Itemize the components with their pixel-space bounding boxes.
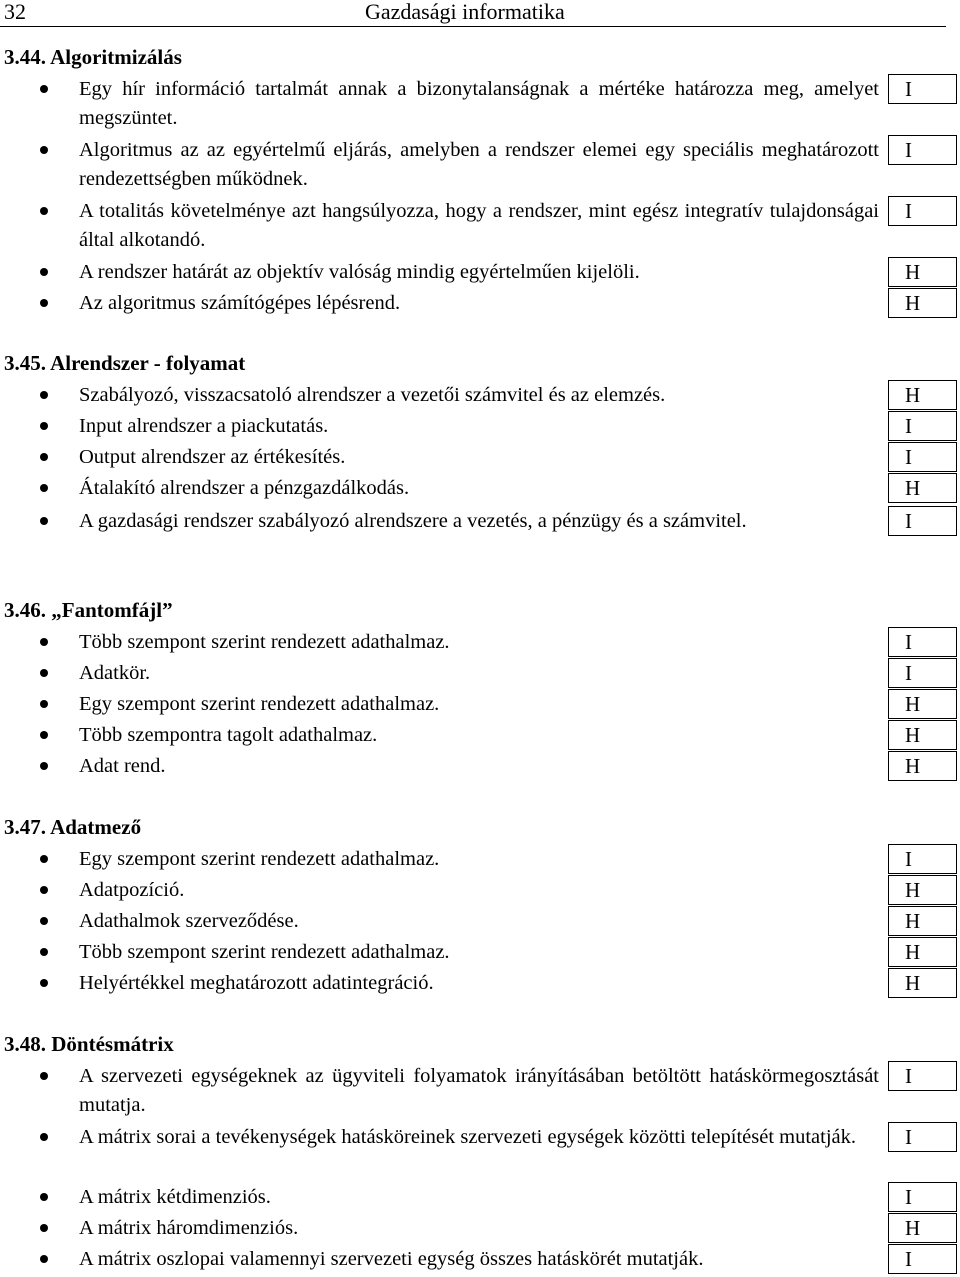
bullet-icon xyxy=(40,886,48,894)
bullet-icon xyxy=(40,700,48,708)
answer-box: I xyxy=(888,844,957,874)
bullet-icon xyxy=(40,1255,48,1263)
answer-box: H xyxy=(888,875,957,905)
item-text: Output alrendszer az értékesítés. xyxy=(79,446,346,468)
bullet-icon xyxy=(40,85,48,93)
bullet-icon xyxy=(40,731,48,739)
bullet-icon xyxy=(40,268,48,276)
bullet-icon xyxy=(40,422,48,430)
section-heading: 3.46. „Fantomfájl” xyxy=(4,598,173,622)
item-text: Adatpozíció. xyxy=(79,879,185,901)
item-text: Egy szempont szerint rendezett adathalmaz. xyxy=(79,693,440,715)
item-text: A mátrix oszlopai valamennyi szervezeti egység összes hatáskörét mutatják. xyxy=(79,1248,704,1270)
bullet-icon xyxy=(40,917,48,925)
section-heading: 3.44. Algoritmizálás xyxy=(4,45,182,69)
item-text: A mátrix kétdimenziós. xyxy=(79,1186,271,1208)
answer-box: H xyxy=(888,473,957,503)
item-text: A mátrix háromdimenziós. xyxy=(79,1217,299,1239)
answer-box: I xyxy=(888,627,957,657)
answer-box: I xyxy=(888,442,957,472)
answer-box: H xyxy=(888,937,957,967)
answer-box: H xyxy=(888,751,957,781)
bullet-icon xyxy=(40,1133,48,1141)
bullet-icon xyxy=(40,1072,48,1080)
answer-box: I xyxy=(888,1182,957,1212)
item-text: Adathalmok szerveződése. xyxy=(79,910,299,932)
answer-box: H xyxy=(888,968,957,998)
answer-box: H xyxy=(888,689,957,719)
item-text: Helyértékkel meghatározott adatintegráció. xyxy=(79,972,434,994)
answer-box: H xyxy=(888,720,957,750)
answer-box: I xyxy=(888,196,957,226)
answer-box: I xyxy=(888,1122,957,1152)
answer-box: H xyxy=(888,906,957,936)
answer-box: I xyxy=(888,1061,957,1091)
bullet-icon xyxy=(40,1224,48,1232)
bullet-icon xyxy=(40,299,48,307)
bullet-icon xyxy=(40,484,48,492)
bullet-icon xyxy=(40,855,48,863)
section-heading: 3.48. Döntésmátrix xyxy=(4,1032,174,1056)
bullet-icon xyxy=(40,391,48,399)
bullet-icon xyxy=(40,453,48,461)
answer-box: H xyxy=(888,257,957,287)
item-text: Több szempontra tagolt adathalmaz. xyxy=(79,724,378,746)
item-text: Több szempont szerint rendezett adathalmaz. xyxy=(79,941,450,963)
item-text: Adat rend. xyxy=(79,755,166,777)
item-text: A mátrix sorai a tevékenységek hatásköreinek szervezeti egységek közötti telepítését mutatják. xyxy=(79,1126,856,1148)
item-text: Algoritmus az az egyértelmű eljárás, amelyben a rendszer elemei egy speciális meghatározott rendezettségben működnek. xyxy=(79,139,879,190)
answer-box: I xyxy=(888,135,957,165)
item-text: Adatkör. xyxy=(79,662,151,684)
section-heading: 3.45. Alrendszer - folyamat xyxy=(4,351,246,375)
bullet-icon xyxy=(40,146,48,154)
item-text: A gazdasági rendszer szabályozó alrendszere a vezetés, a pénzügy és a számvitel. xyxy=(79,510,747,532)
answer-box: I xyxy=(888,506,957,536)
bullet-icon xyxy=(40,762,48,770)
item-text: A totalitás követelménye azt hangsúlyozza, hogy a rendszer, mint egész integratív tulajdonságai által alkotandó. xyxy=(79,200,879,251)
answer-box: I xyxy=(888,1244,957,1274)
item-text: A rendszer határát az objektív valóság mindig egyértelműen kijelöli. xyxy=(79,261,640,283)
answer-box: H xyxy=(888,288,957,318)
item-text: Az algoritmus számítógépes lépésrend. xyxy=(79,292,401,314)
bullet-icon xyxy=(40,207,48,215)
item-text: Átalakító alrendszer a pénzgazdálkodás. xyxy=(79,477,410,499)
running-title: Gazdasági informatika xyxy=(365,0,565,24)
item-text: Egy szempont szerint rendezett adathalmaz. xyxy=(79,848,440,870)
item-text: Szabályozó, visszacsatoló alrendszer a vezetői számvitel és az elemzés. xyxy=(79,384,666,406)
answer-box: I xyxy=(888,74,957,104)
bullet-icon xyxy=(40,948,48,956)
answer-box: H xyxy=(888,380,957,410)
section-heading: 3.47. Adatmező xyxy=(4,815,142,839)
page-number: 32 xyxy=(4,0,26,24)
bullet-icon xyxy=(40,669,48,677)
bullet-icon xyxy=(40,517,48,525)
page-header xyxy=(0,0,946,27)
answer-box: I xyxy=(888,658,957,688)
answer-box: I xyxy=(888,411,957,441)
item-text: Input alrendszer a piackutatás. xyxy=(79,415,329,437)
bullet-icon xyxy=(40,1193,48,1201)
answer-box: H xyxy=(888,1213,957,1243)
item-text: A szervezeti egységeknek az ügyviteli folyamatok irányításában betöltött hatáskörmegosztását mutatja. xyxy=(79,1065,879,1116)
bullet-icon xyxy=(40,638,48,646)
item-text: Több szempont szerint rendezett adathalmaz. xyxy=(79,631,450,653)
bullet-icon xyxy=(40,979,48,987)
item-text: Egy hír információ tartalmát annak a bizonytalanságnak a mértéke határozza meg, amelyet megszüntet. xyxy=(79,78,879,129)
